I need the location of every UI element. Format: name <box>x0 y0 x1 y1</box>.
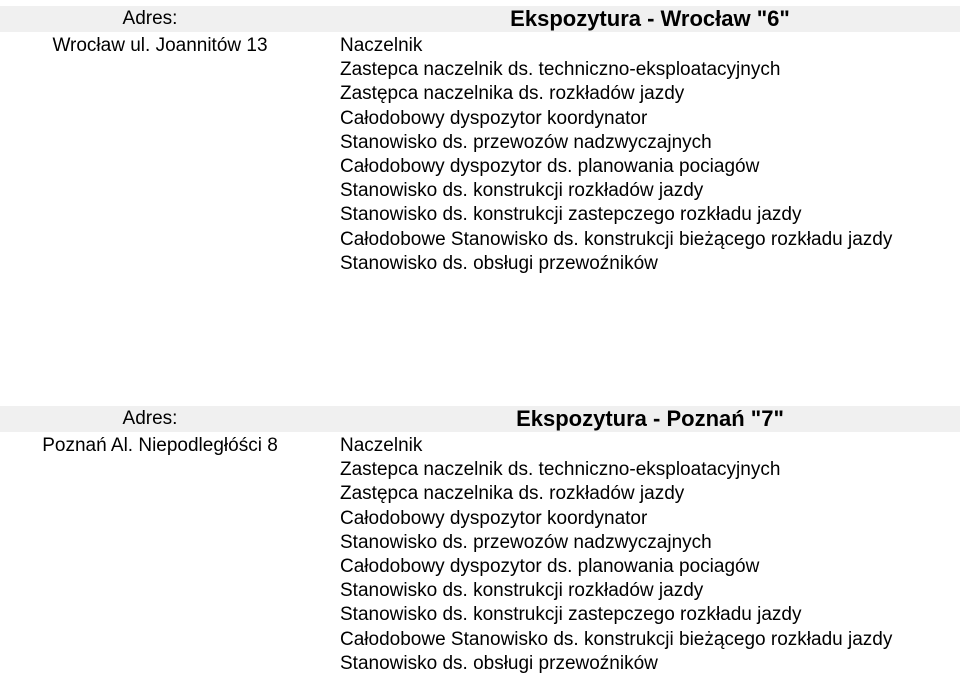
office-title: Ekspozytura - Poznań "7" <box>516 406 784 431</box>
role-item: Zastępca naczelnika ds. rozkładów jazdy <box>340 483 685 505</box>
office-title: Ekspozytura - Wrocław "6" <box>510 6 790 31</box>
role-item: Stanowisko ds. przewozów nadzwyczajnych <box>340 531 712 553</box>
adres-label: Adres: <box>122 408 178 429</box>
role-item: Stanowisko ds. konstrukcji zastepczego rozkładu jazdy <box>340 204 802 226</box>
role-item: Naczelnik <box>340 435 423 456</box>
role-item: Stanowisko ds. konstrukcji rozkładów jazdy <box>340 180 704 202</box>
role-item: Zastepca naczelnik ds. techniczno-eksploatacyjnych <box>340 459 781 481</box>
role-item: Stanowisko ds. konstrukcji zastepczego rozkładu jazdy <box>340 604 802 626</box>
role-item: Całodobowy dyspozytor koordynator <box>340 507 648 529</box>
role-item: Całodobowe Stanowisko ds. konstrukcji bieżącego rozkładu jazdy <box>340 228 893 250</box>
role-list <box>340 34 955 276</box>
role-item: Stanowisko ds. obsługi przewoźników <box>340 652 658 674</box>
role-item: Naczelnik <box>340 35 423 56</box>
role-item: Zastepca naczelnik ds. techniczno-eksploatacyjnych <box>340 59 781 81</box>
role-item: Stanowisko ds. przewozów nadzwyczajnych <box>340 131 712 153</box>
role-item: Stanowisko ds. konstrukcji rozkładów jazdy <box>340 580 704 602</box>
office-header-row <box>0 6 960 32</box>
office-address: Wrocław ul. Joannitów 13 <box>52 35 268 56</box>
role-item: Zastępca naczelnika ds. rozkładów jazdy <box>340 83 685 105</box>
role-item: Całodobowy dyspozytor koordynator <box>340 107 648 129</box>
role-item: Stanowisko ds. obsługi przewoźników <box>340 252 658 274</box>
role-item: Całodobowe Stanowisko ds. konstrukcji bieżącego rozkładu jazdy <box>340 628 893 650</box>
role-item: Całodobowy dyspozytor ds. planowania pociagów <box>340 556 760 578</box>
role-item: Całodobowy dyspozytor ds. planowania pociagów <box>340 156 760 178</box>
office-wroclaw <box>0 6 960 274</box>
adres-label: Adres: <box>122 8 178 29</box>
office-poznan <box>0 406 960 674</box>
role-list <box>340 434 955 676</box>
office-header-row <box>0 406 960 432</box>
office-address: Poznań Al. Niepodległóści 8 <box>42 435 278 456</box>
